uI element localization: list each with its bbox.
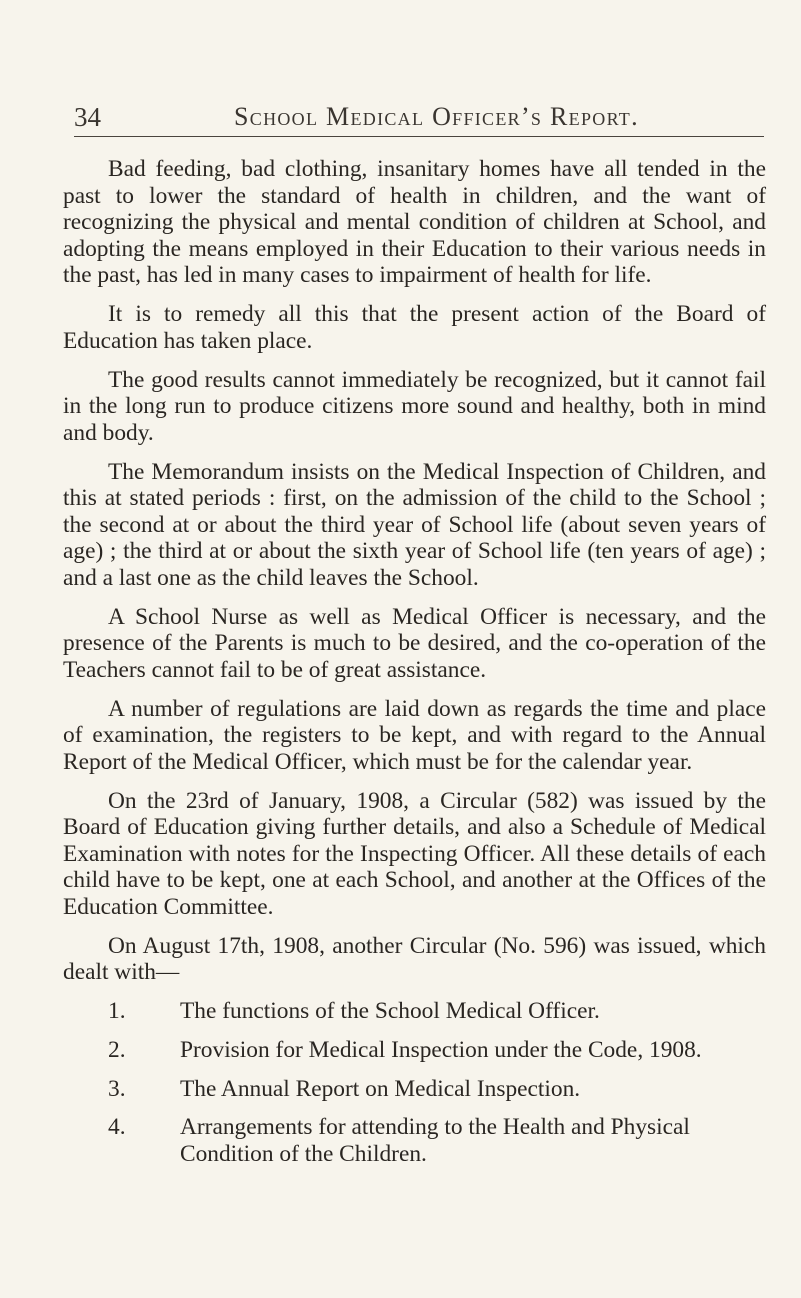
list-item — [63, 998, 766, 1025]
body-text — [63, 156, 766, 1180]
running-title: School Medical Officer’s Report. — [234, 102, 639, 131]
list-item-text: The functions of the School Medical Officer. — [180, 998, 600, 1025]
list-item-text: The Annual Report on Medical Inspection. — [180, 1075, 581, 1102]
list-item — [63, 1114, 766, 1167]
list-item — [63, 1037, 766, 1064]
list-item-number: 2. — [108, 1036, 126, 1063]
list-item-number: 3. — [108, 1075, 126, 1102]
paragraph: The Memorandum insists on the Medical Inspection of Children, and this at stated periods : first, on the admission of the child to the School ; the second at or about the third year of School life (about seven years of age) ; the third at or about the sixth year of School life (ten years of age) ; and a last one as the child leaves the School. — [63, 458, 766, 591]
list-item-text: Provision for Medical Inspection under the Code, 1908. — [180, 1036, 702, 1063]
list-item-number: 1. — [108, 998, 126, 1025]
header-rule — [74, 136, 764, 137]
page-number: 34 — [74, 102, 101, 132]
numbered-list — [63, 998, 766, 1168]
running-header — [74, 100, 764, 136]
list-item-number: 4. — [108, 1114, 126, 1141]
list-item-text: Arrangements for attending to the Health and Physical Condition of the Children. — [180, 1114, 690, 1168]
paragraph: Bad feeding, bad clothing, insanitary homes have all tended in the past to lower the standard of health in children, and the want of recognizing the physical and mental condition of children at School, and adopting the means employed in their Education to their various needs in the past, has led in many cases to impairment of health for life. — [63, 156, 766, 289]
paragraph: A number of regulations are laid down as regards the time and place of examination, the registers to be kept, and with regard to the Annual Report of the Medical Officer, which must be for the calendar year. — [63, 695, 766, 775]
paragraph: On the 23rd of January, 1908, a Circular (582) was issued by the Board of Education giving further details, and also a Schedule of Medical Examination with notes for the Inspecting Officer. All these details of each child have to be kept, one at each School, and another at the Offices of the Education Committee. — [63, 787, 766, 920]
paragraph: The good results cannot immediately be recognized, but it cannot fail in the long run to produce citizens more sound and healthy, both in mind and body. — [63, 366, 766, 446]
paragraph: On August 17th, 1908, another Circular (No. 596) was issued, which dealt with— — [63, 932, 766, 986]
paragraph: It is to remedy all this that the present action of the Board of Education has taken place. — [63, 301, 766, 354]
paragraph: A School Nurse as well as Medical Officer is necessary, and the presence of the Parents is much to be desired, and the co-operation of the Teachers cannot fail to be of great assistance. — [63, 603, 766, 683]
list-item — [63, 1076, 766, 1103]
